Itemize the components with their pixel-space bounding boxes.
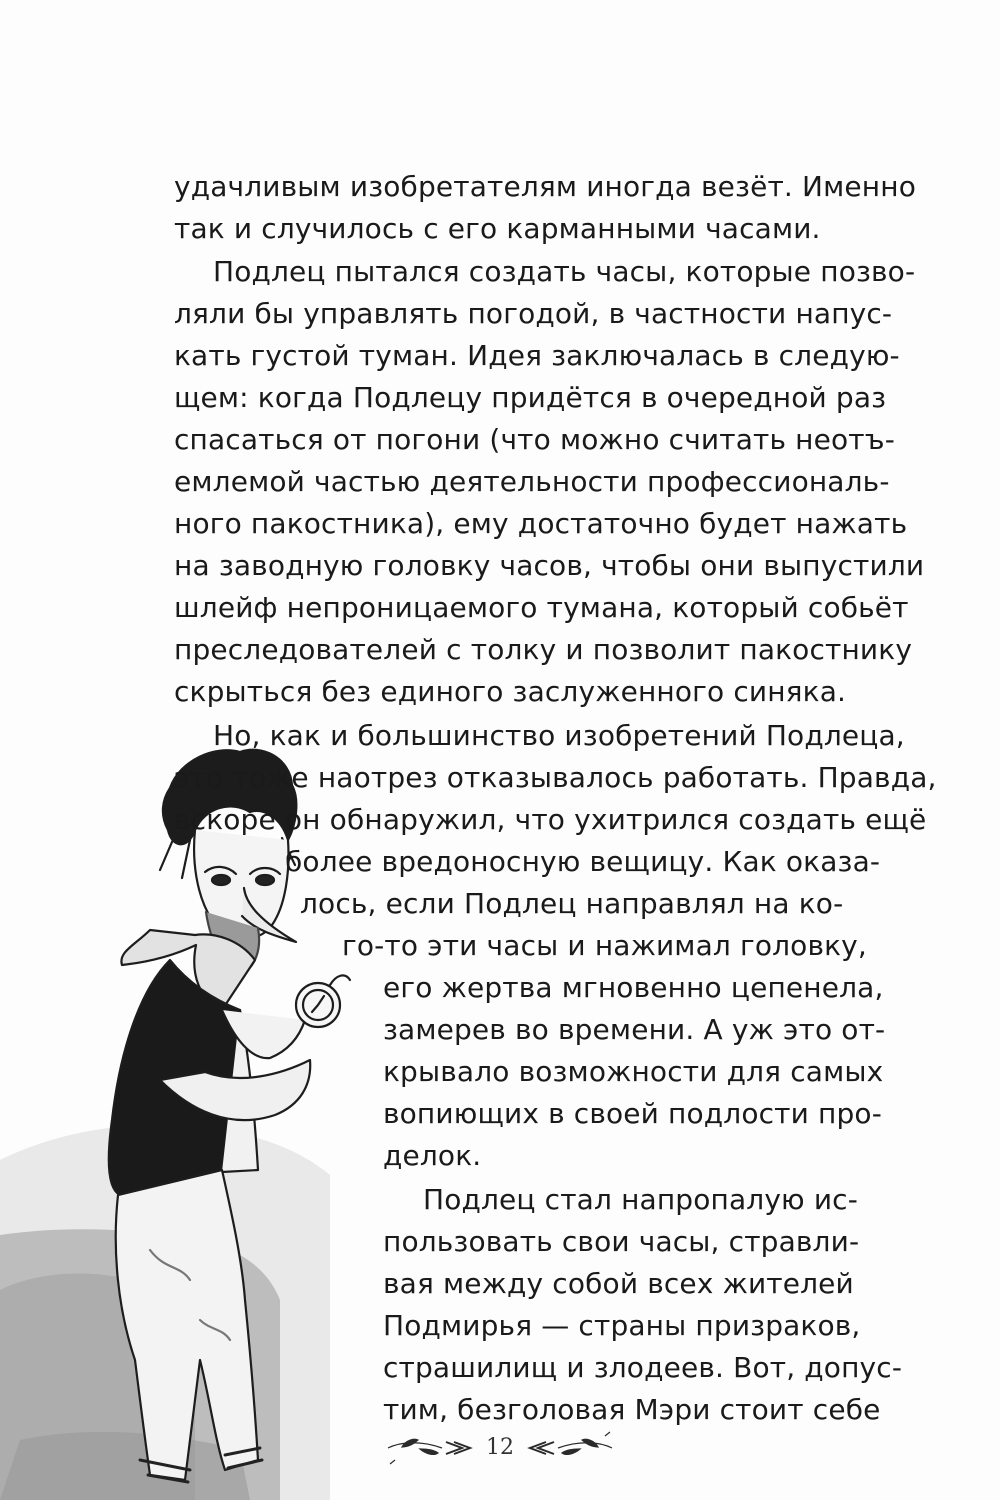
paragraph-3-line-4: более вредоносную вещицу. Как оказа- bbox=[285, 845, 881, 878]
paragraph-3-line-1: Но, как и большинство изобретений Подлеца, bbox=[213, 719, 905, 752]
page-number-ornament bbox=[380, 1428, 620, 1468]
paragraph-2-line-10: преследователей с толку и позволит пакостнику bbox=[174, 633, 913, 666]
paragraph-4-line-2: пользовать свои часы, стравли- bbox=[383, 1225, 860, 1258]
paragraph-3-line-11: делок. bbox=[383, 1139, 482, 1172]
paragraph-3-line-7: его жертва мгновенно цепенела, bbox=[383, 971, 884, 1004]
paragraph-4-line-5: страшилищ и злодеев. Вот, допус- bbox=[383, 1351, 903, 1384]
paragraph-2-line-4: щем: когда Подлецу придётся в очередной раз bbox=[174, 381, 887, 414]
paragraph-2-line-7: ного пакостника), ему достаточно будет нажать bbox=[174, 507, 908, 540]
paragraph-2-line-2: ляли бы управлять погодой, в частности напус- bbox=[174, 297, 893, 330]
paragraph-4-line-3: вая между собой всех жителей bbox=[383, 1267, 854, 1300]
paragraph-4-line-1: Подлец стал напропалую ис- bbox=[423, 1183, 858, 1216]
paragraph-1-line-2: так и случилось с его карманными часами. bbox=[174, 212, 821, 245]
paragraph-3-line-5: лось, если Подлец направлял на ко- bbox=[300, 887, 844, 920]
paragraph-4-line-4: Подмирья — страны призраков, bbox=[383, 1309, 861, 1342]
paragraph-3-line-10: вопиющих в своей подлости про- bbox=[383, 1097, 882, 1130]
paragraph-2-line-11: скрыться без единого заслуженного синяка. bbox=[174, 675, 847, 708]
paragraph-2-line-8: на заводную головку часов, чтобы они выпустили bbox=[174, 549, 925, 582]
paragraph-2-line-5: спасаться от погони (что можно считать неотъ- bbox=[174, 423, 895, 456]
paragraph-4-line-6: тим, безголовая Мэри стоит себе bbox=[383, 1393, 881, 1426]
paragraph-3-line-9: крывало возможности для самых bbox=[383, 1055, 884, 1088]
paragraph-2-line-1: Подлец пытался создать часы, которые позво- bbox=[213, 255, 916, 288]
paragraph-3-line-8: замерев во времени. А уж это от- bbox=[383, 1013, 886, 1046]
paragraph-3-line-6: го-то эти часы и нажимал головку, bbox=[342, 929, 867, 962]
page-number: 12 bbox=[486, 1435, 514, 1460]
paragraph-3-line-2: это тоже наотрез отказывалось работать. Правда, bbox=[174, 761, 937, 794]
paragraph-2-line-6: емлемой частью деятельности профессиональ- bbox=[174, 465, 890, 498]
paragraph-2-line-3: кать густой туман. Идея заключалась в следую- bbox=[174, 339, 900, 372]
paragraph-1-line-1: удачливым изобретателям иногда везёт. Именно bbox=[174, 170, 916, 203]
paragraph-3-line-3: вскоре он обнаружил, что ухитрился создать ещё bbox=[174, 803, 927, 836]
paragraph-2-line-9: шлейф непроницаемого тумана, который собьёт bbox=[174, 591, 909, 624]
